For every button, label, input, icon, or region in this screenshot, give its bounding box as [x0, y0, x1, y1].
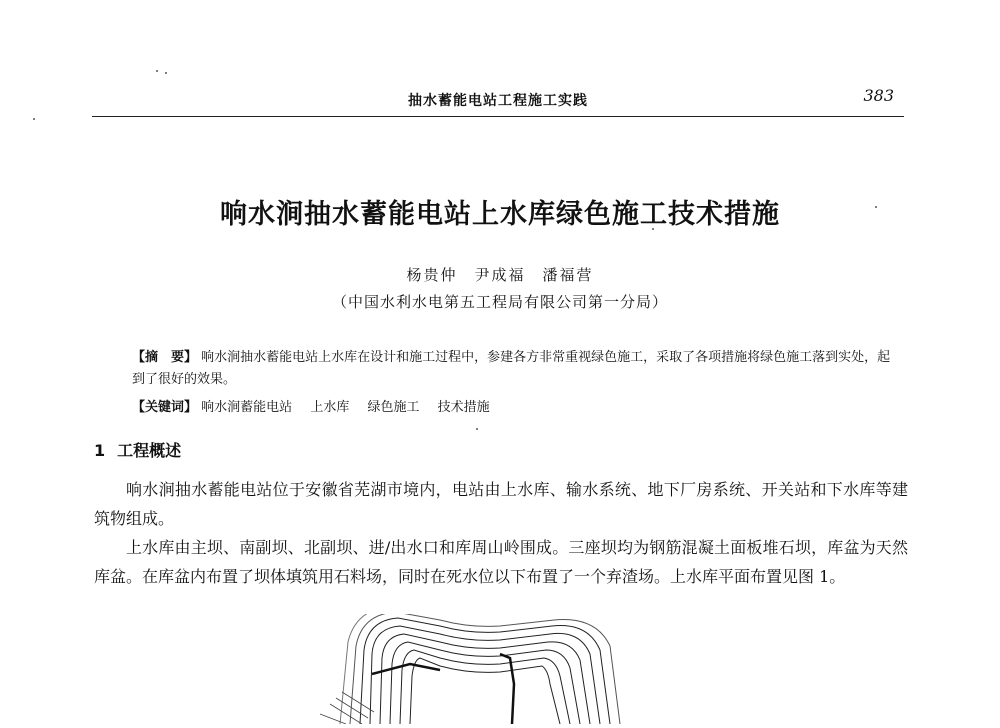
scan-speck — [165, 72, 167, 74]
keyword: 绿色施工 — [367, 400, 420, 415]
header-rule — [92, 116, 904, 117]
section-heading — [94, 438, 181, 461]
section-title: 工程概述 — [117, 441, 182, 460]
page-number: 383 — [863, 86, 894, 105]
authors: 杨贵仲 尹成福 潘福营 — [406, 266, 594, 284]
abstract-text: 响水涧抽水蓄能电站上水库在设计和施工过程中，参建各方非常重视绿色施工，采取了各项措施将绿色施工落到实处，起到了很好的效果。 — [132, 350, 891, 387]
keyword: 响水涧蓄能电站 — [201, 400, 293, 415]
keywords — [132, 397, 892, 419]
keywords-label: 【关键词】 — [132, 400, 198, 415]
figure-1 — [300, 614, 660, 724]
keyword: 技术措施 — [437, 400, 490, 415]
scan-speck — [156, 70, 158, 72]
running-title: 抽水蓄能电站工程施工实践 — [408, 93, 588, 109]
paper-title: 响水涧抽水蓄能电站上水库绿色施工技术措施 — [220, 199, 780, 230]
abstract-label: 【摘 要】 — [132, 350, 198, 365]
keyword: 上水库 — [310, 400, 350, 415]
scan-speck — [476, 428, 478, 430]
running-header — [92, 84, 904, 112]
affiliation: （中国水利水电第五工程局有限公司第一分局） — [331, 293, 668, 311]
abstract — [132, 347, 892, 391]
body-paragraph: 上水库由主坝、南副坝、北副坝、进/出水口和库周山岭围成。三座坝均为钢筋混凝土面板堆石坝，库盆为天然库盆。在库盆内布置了坝体填筑用石料场，同时在死水位以下布置了一个弃渣场。上水库平面布置见图 1。 — [94, 538, 908, 586]
section-number: 1 — [94, 441, 106, 460]
reservoir-contour-map-icon — [300, 614, 660, 724]
scan-speck — [33, 118, 35, 120]
body-paragraph: 响水涧抽水蓄能电站位于安徽省芜湖市境内，电站由上水库、输水系统、地下厂房系统、开关站和下水库等建筑物组成。 — [94, 480, 908, 528]
